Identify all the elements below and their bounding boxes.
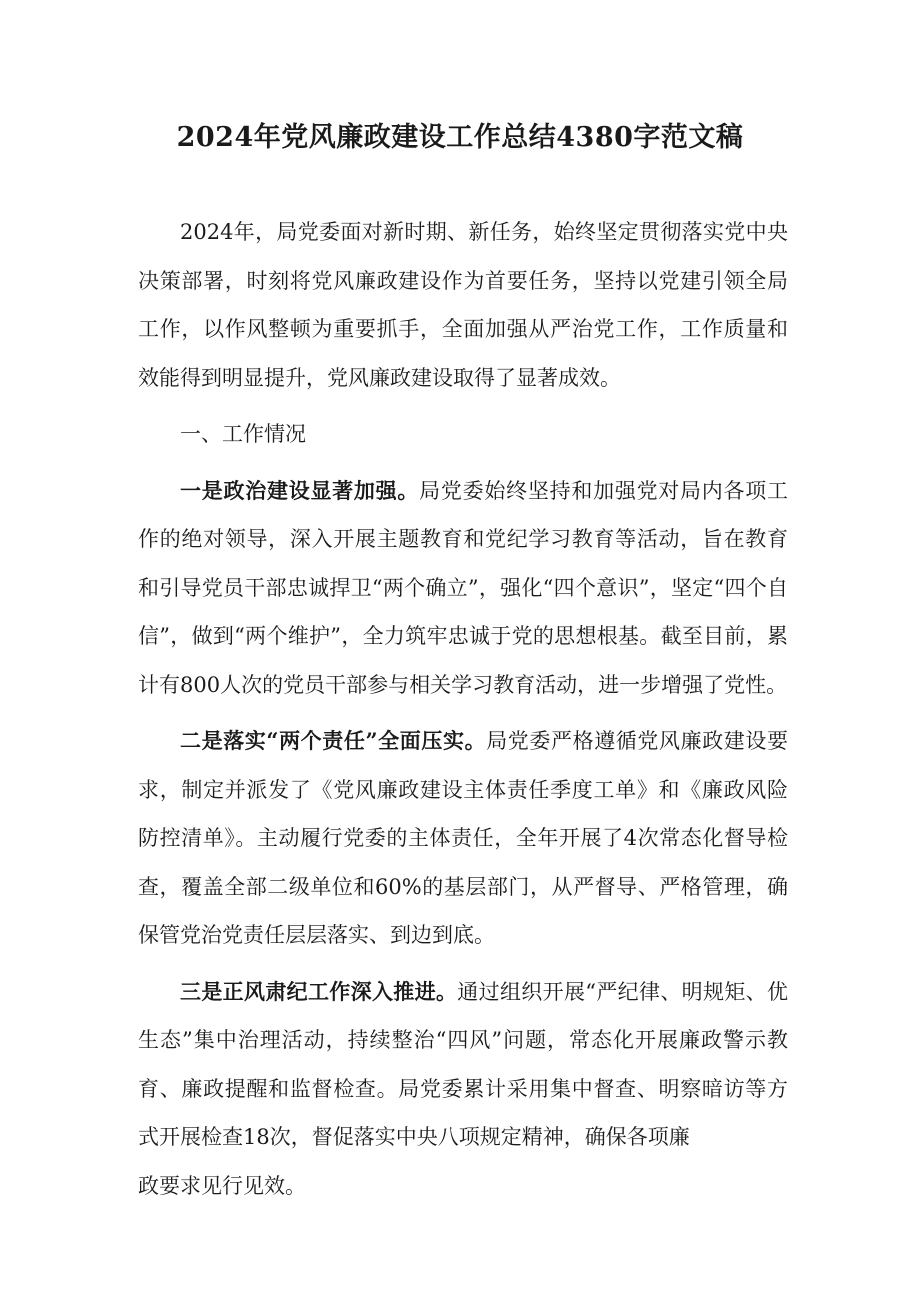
title-suffix: 字范文稿 [633, 122, 744, 153]
paragraph-tail: 政要求见行见效。 [138, 1173, 306, 1198]
paragraph-responsibility [138, 717, 788, 960]
title-text: 年党风廉政建设工作总结 [253, 122, 557, 153]
paragraph-body: 通过组织开展“严纪律、明规矩、优生态”集中治理活动，持续整治“四风”问题，常态化开展廉政警示教育、廉政提醒和监督检查。局党委累计采用集中督查、明察暗访等方式开展检查18次，督促落实中央八项规定精神，确保各项廉 [138, 979, 788, 1149]
paragraph-politics [138, 467, 788, 710]
paragraph-body: 局党委始终坚持和加强党对局内各项工作的绝对领导，深入开展主题教育和党纪学习教育等活动，旨在教育和引导党员干部忠诚捍卫“两个确立”，强化“四个意识”，坚定“四个自信”，做到“两个维护”，全力筑牢忠诚于党的思想根基。截至目前，累计有800人次的党员干部参与相关学习教育活动，进一步增强了党性。 [138, 478, 789, 697]
paragraph-lead: 三是正风肃纪工作深入推进。 [180, 978, 458, 1004]
paragraph-lead: 二是落实“两个责任”全面压实。 [180, 728, 487, 753]
intro-paragraph: 2024年，局党委面对新时期、新任务，始终坚定贯彻落实党中央决策部署，时刻将党风廉政建设作为首要任务，坚持以党建引领全局工作，以作风整顿为重要抓手，全面加强从严治党工作，工作质量和效能得到明显提升，党风廉政建设取得了显著成效。 [138, 220, 788, 390]
paragraph-body: 局党委严格遵循党风廉政建设要求，制定并派发了《党风廉政建设主体责任季度工单》和《廉政风险防控清单》。主动履行党委的主体责任，全年开展了4次常态化督导检查，覆盖全部二级单位和60%的基层部门，从严督导、严格管理，确保管党治党责任层层落实、到边到底。 [138, 729, 788, 947]
title-count: 4380 [556, 122, 634, 153]
title-year: 2024 [176, 122, 254, 153]
section-heading: 一、工作情况 [180, 422, 306, 446]
document-title [0, 118, 920, 158]
document-body [138, 208, 788, 1210]
paragraph-lead: 一是政治建设显著加强。 [180, 477, 420, 503]
paragraph-discipline [138, 968, 788, 1162]
